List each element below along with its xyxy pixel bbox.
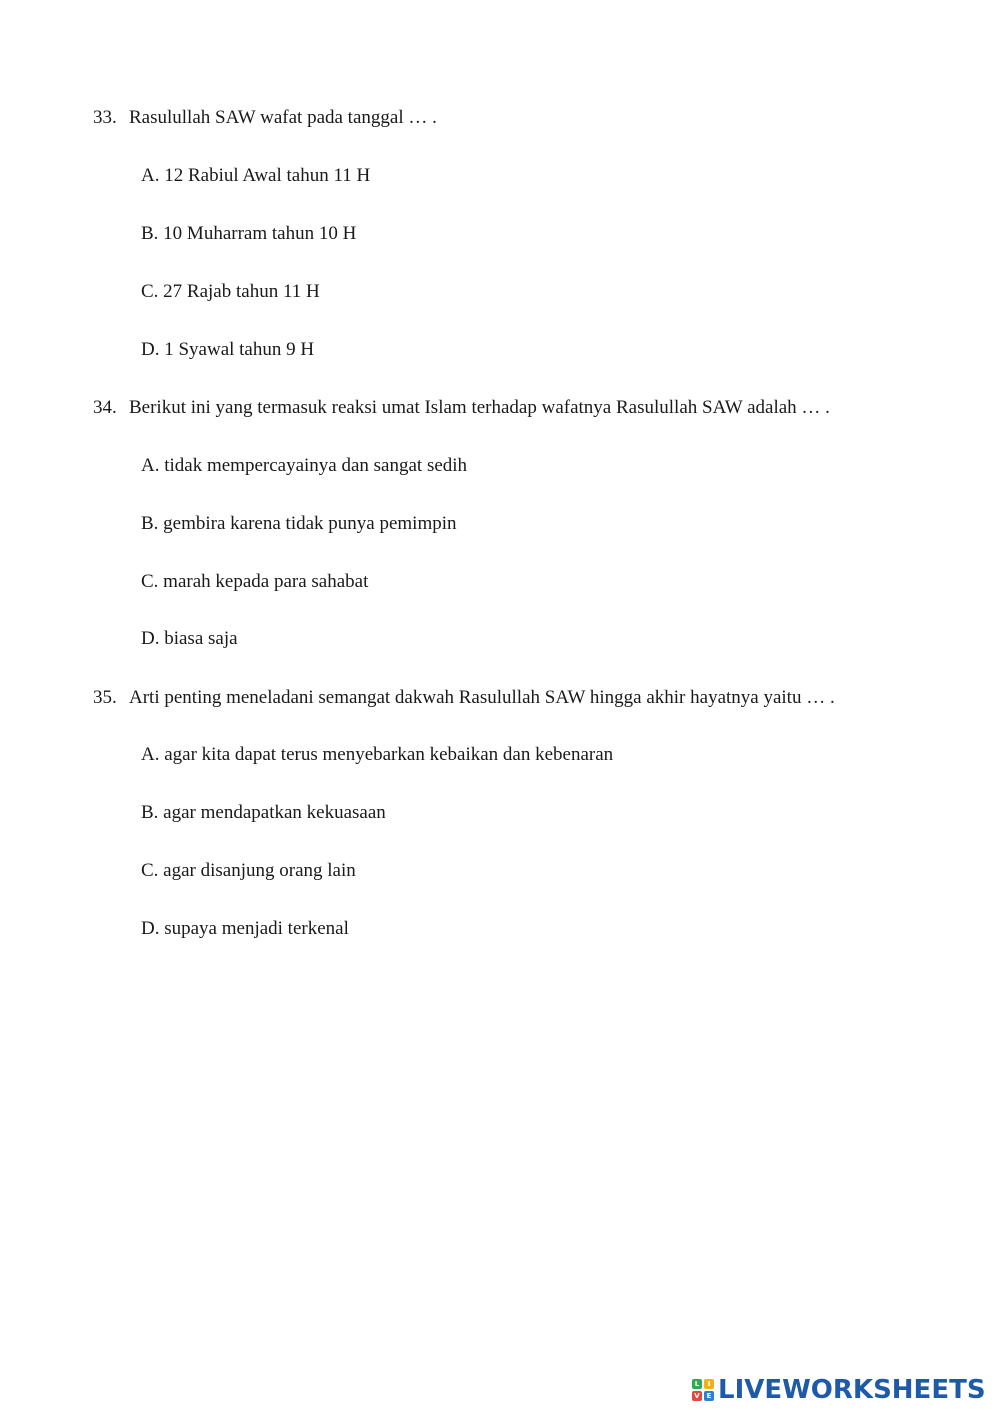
question-text: Berikut ini yang termasuk reaksi umat Islam terhadap wafatnya Rasulullah SAW adalah … . [129, 397, 830, 418]
question-35 [93, 686, 835, 710]
answer-option-34-d: D. biasa saja [141, 628, 238, 649]
answer-option-35-a: A. agar kita dapat terus menyebarkan kebaikan dan kebenaran [141, 744, 614, 765]
question-number: 33. [93, 107, 117, 128]
logo-tile-e: E [704, 1391, 714, 1401]
question-text: Rasulullah SAW wafat pada tanggal … . [129, 107, 437, 128]
answer-option-34-b: B. gembira karena tidak punya pemimpin [141, 513, 457, 534]
answer-option-35-d: D. supaya menjadi terkenal [141, 918, 349, 939]
answer-option-34-a: A. tidak mempercayainya dan sangat sedih [141, 455, 468, 476]
answer-option-33-b: B. 10 Muharram tahun 10 H [141, 223, 357, 244]
question-text: Arti penting meneladani semangat dakwah Rasulullah SAW hingga akhir hayatnya yaitu … . [129, 687, 835, 708]
answer-option-35-c: C. agar disanjung orang lain [141, 860, 356, 881]
answer-option-33-a: A. 12 Rabiul Awal tahun 11 H [141, 165, 371, 186]
liveworksheets-logo-icon [692, 1379, 714, 1401]
answer-option-34-c: C. marah kepada para sahabat [141, 571, 369, 592]
answer-option-33-c: C. 27 Rajab tahun 11 H [141, 281, 320, 302]
logo-tile-l: L [692, 1379, 702, 1389]
liveworksheets-branding [692, 1375, 986, 1405]
logo-tile-i: I [704, 1379, 714, 1389]
liveworksheets-wordmark: LIVEWORKSHEETS [718, 1375, 986, 1405]
question-33 [93, 106, 437, 130]
logo-tile-v: V [692, 1391, 702, 1401]
question-34 [93, 396, 830, 420]
answer-option-35-b: B. agar mendapatkan kekuasaan [141, 802, 386, 823]
question-number: 35. [93, 687, 117, 708]
question-number: 34. [93, 397, 117, 418]
answer-option-33-d: D. 1 Syawal tahun 9 H [141, 339, 315, 360]
